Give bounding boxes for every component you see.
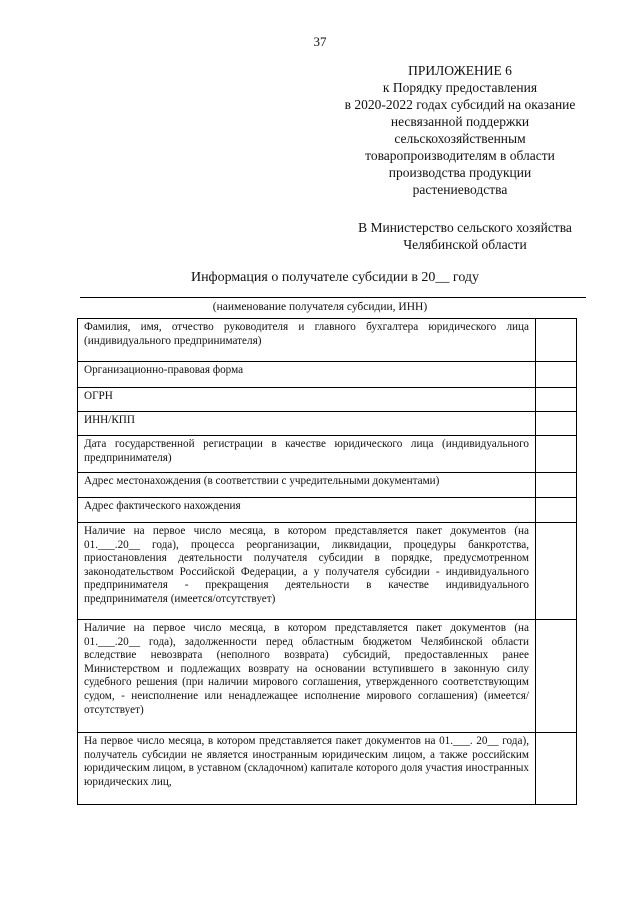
row-value-cell[interactable]	[536, 362, 577, 388]
recipient-name-caption: (наименование получателя субсидии, ИНН)	[212, 301, 428, 313]
row-label: Организационно-правовая форма	[78, 362, 536, 388]
table-row	[78, 523, 577, 620]
row-label: ОГРН	[78, 388, 536, 412]
appendix-line: ПРИЛОЖЕНИЕ 6	[408, 63, 512, 78]
row-value-cell[interactable]	[536, 388, 577, 412]
row-label: Наличие на первое число месяца, в котором представляется пакет документов (на 01.___.20__ года), задолженности перед областным бюджетом Челябинской области вследствие невозврата (неполного возврата) субсидий, предоставленных ранее Министерством и подлежащих возврату на основании вступившего в законную силу судебного решения (при наличии мирового соглашения, утвержденного соответствующим судом, - неисполнение или ненадлежащее исполнение мирового соглашения) (имеется/отсутствует)	[78, 620, 536, 733]
row-value-cell[interactable]	[536, 319, 577, 362]
table-row	[78, 733, 577, 805]
appendix-line: товаропроизводителям в области	[365, 148, 555, 163]
row-label: ИНН/КПП	[78, 412, 536, 436]
row-label: Наличие на первое число месяца, в котором представляется пакет документов (на 01.___.20__ года), процесса реорганизации, ликвидации, процедуры банкротства, приостановления деятельности получателя субсидии в порядке, предусмотренном законодательством Российской Федерации, а у получателя субсидии - индивидуального предпринимателя - прекращения деятельности в качестве индивидуального предпринимателя (имеется/отсутствует)	[78, 523, 536, 620]
row-label: Дата государственной регистрации в качестве юридического лица (индивидуального предпринимателя)	[78, 436, 536, 473]
row-label: На первое число месяца, в котором представляется пакет документов на 01.___. 20__ года), получатель субсидии не является иностранным юридическим лицом, а также российским юридическим лицом, в уставном (складочном) капитале которого доля участия иностранных юридических лиц,	[78, 733, 536, 805]
row-label: Фамилия, имя, отчество руководителя и главного бухгалтера юридического лица (индивидуального предпринимателя)	[78, 319, 536, 362]
appendix-line: несвязанной поддержки	[390, 114, 530, 129]
table-row	[78, 362, 577, 388]
row-value-cell[interactable]	[536, 412, 577, 436]
row-label: Адрес местонахождения (в соответствии с учредительными документами)	[78, 473, 536, 498]
appendix-header	[300, 62, 620, 198]
row-value-cell[interactable]	[536, 436, 577, 473]
appendix-line: к Порядку предоставления	[382, 80, 538, 95]
info-table	[77, 318, 577, 805]
appendix-line: растениеводства	[412, 182, 508, 197]
row-value-cell[interactable]	[536, 498, 577, 523]
row-value-cell[interactable]	[536, 733, 577, 805]
appendix-line: сельскохозяйственным	[394, 131, 526, 146]
table-row	[78, 498, 577, 523]
row-value-cell[interactable]	[536, 620, 577, 733]
table-row	[78, 473, 577, 498]
row-value-cell[interactable]	[536, 523, 577, 620]
row-label: Адрес фактического нахождения	[78, 498, 536, 523]
table-row	[78, 319, 577, 362]
recipient-name-line	[80, 297, 586, 298]
recipient-block	[320, 219, 610, 253]
table-row	[78, 436, 577, 473]
recipient-line: В Министерство сельского хозяйства	[358, 220, 572, 235]
appendix-line: в 2020-2022 годах субсидий на оказание	[344, 97, 576, 112]
recipient-line: Челябинской области	[403, 237, 527, 252]
document-title: Информация о получателе субсидии в 20__ году	[190, 270, 480, 285]
table-row	[78, 620, 577, 733]
page-number: 37	[313, 34, 327, 49]
table-row	[78, 388, 577, 412]
table-row	[78, 412, 577, 436]
appendix-line: производства продукции	[388, 165, 532, 180]
row-value-cell[interactable]	[536, 473, 577, 498]
